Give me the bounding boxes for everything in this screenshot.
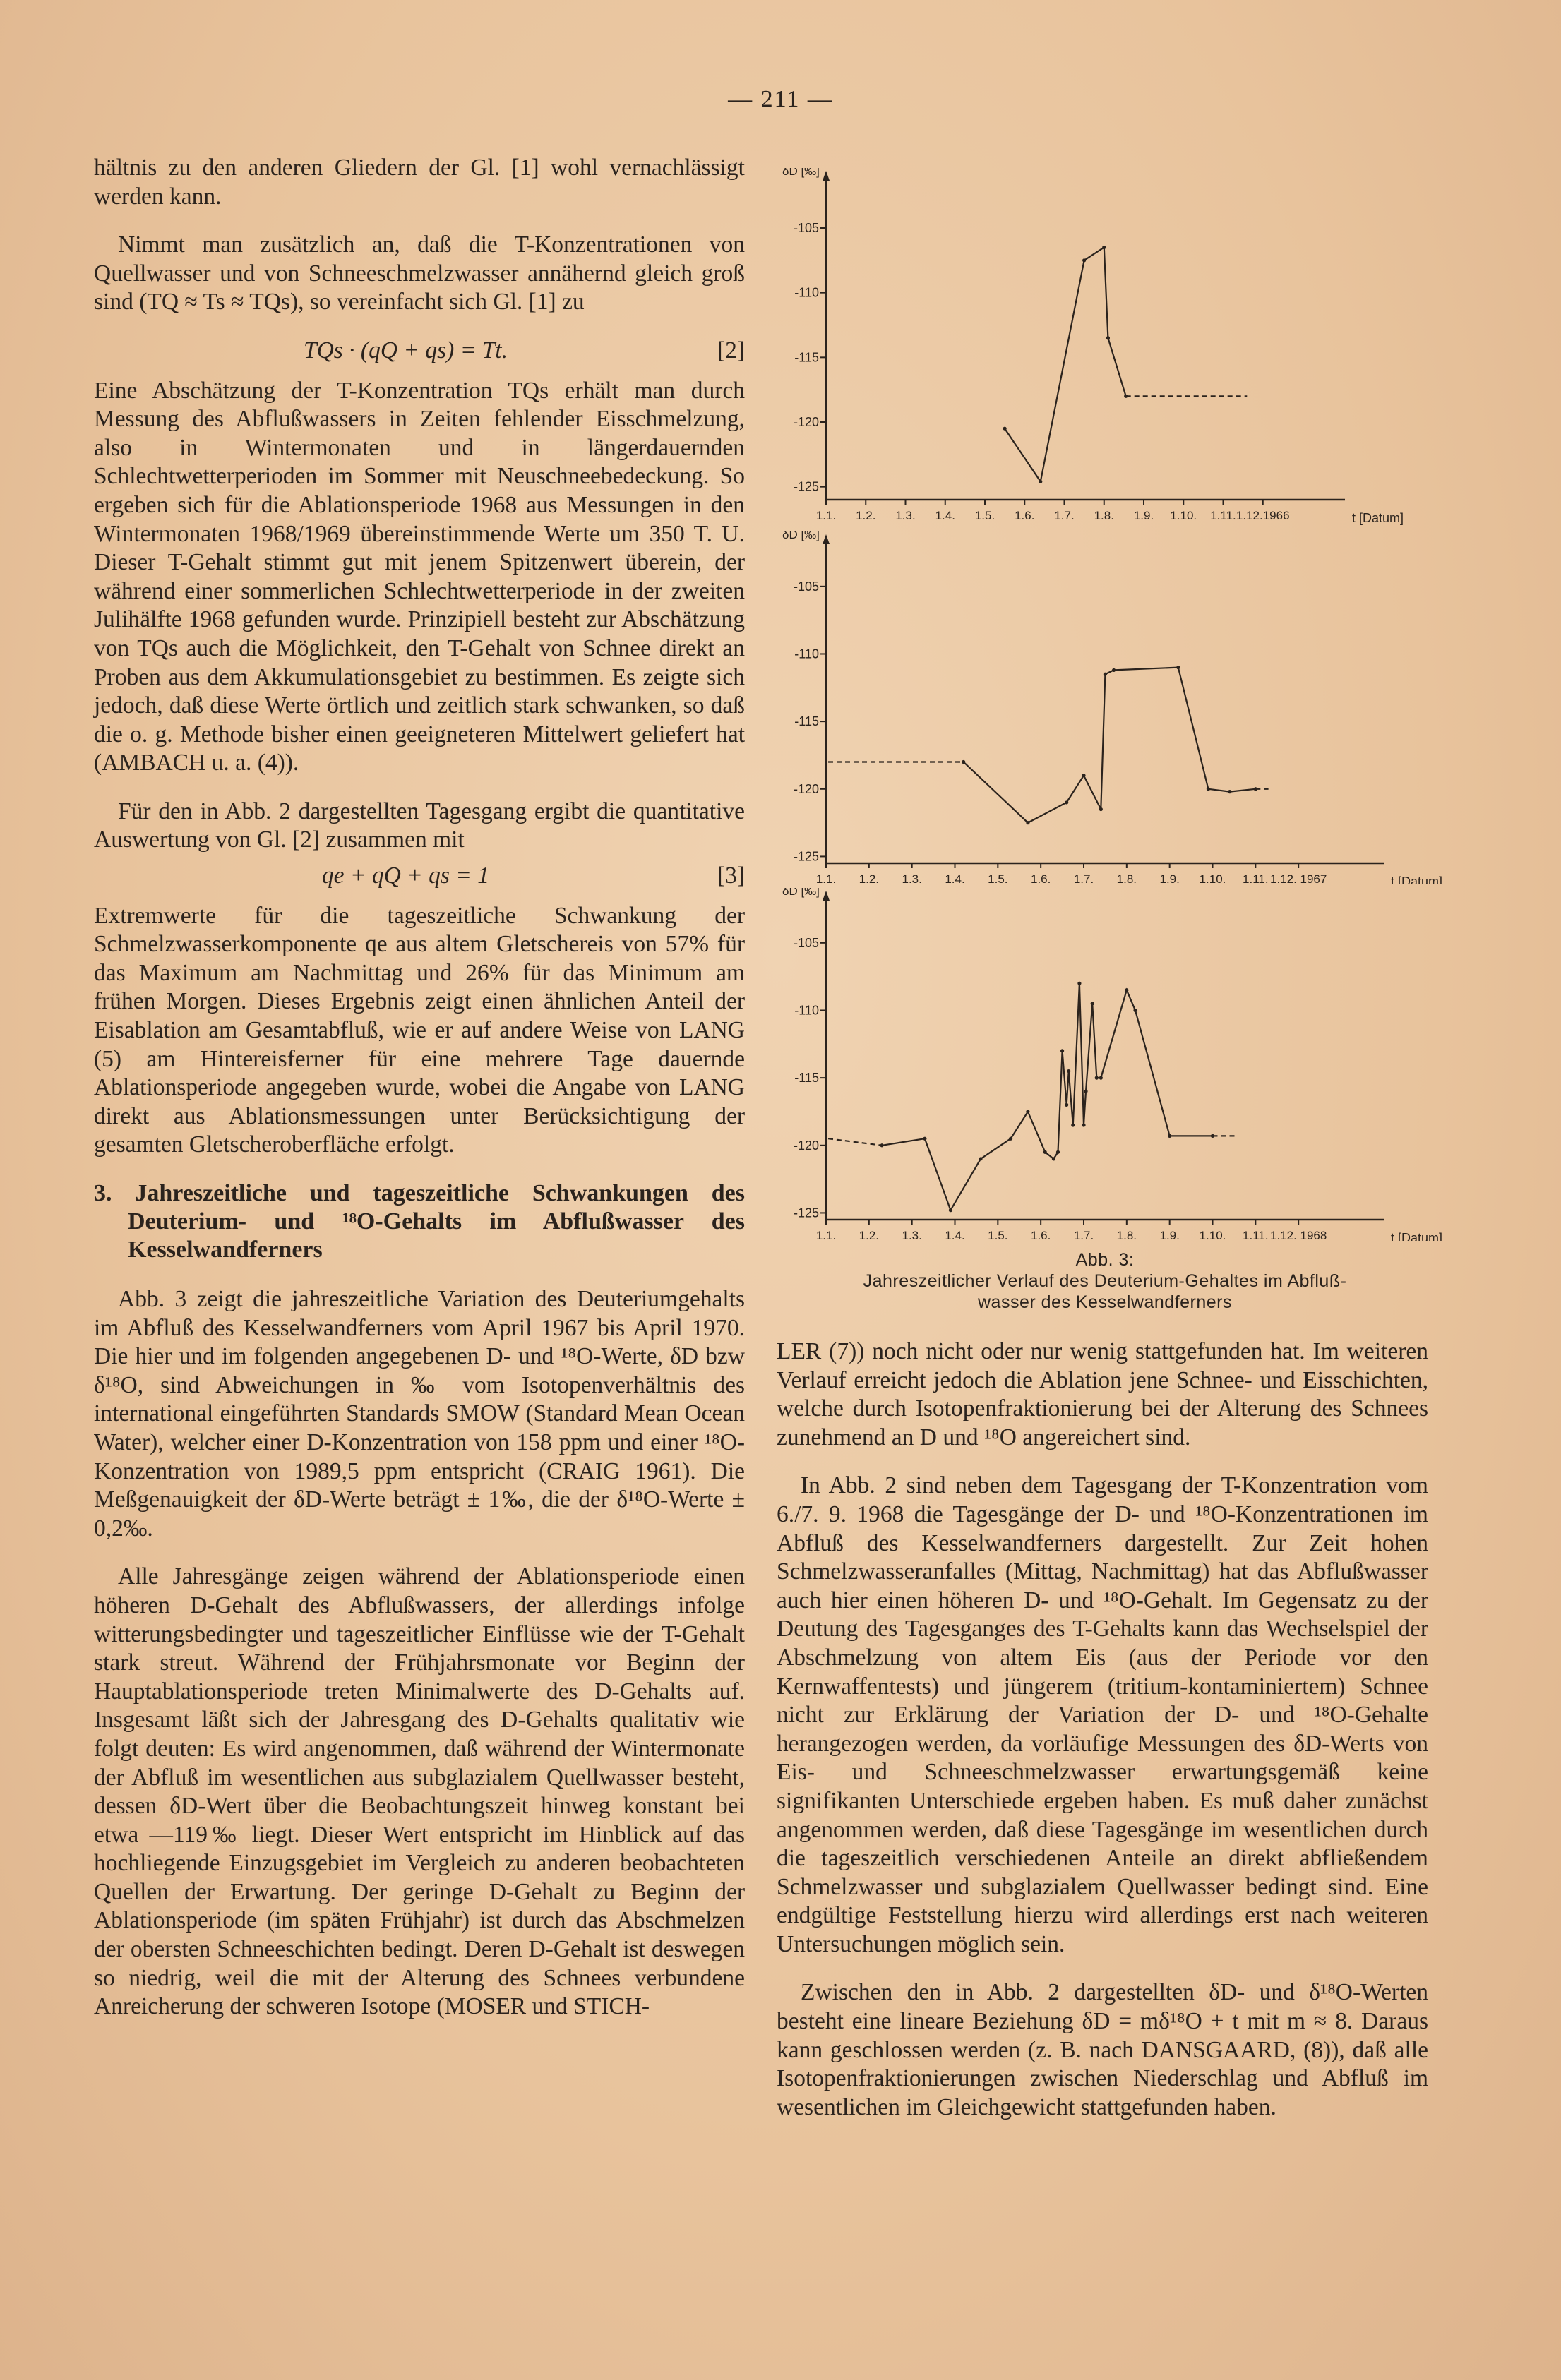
y-tick-label: -105 — [793, 221, 819, 235]
y-axis-arrow — [823, 171, 830, 181]
y-tick-label: -105 — [793, 935, 819, 950]
caption-label: Abb. 3: — [1075, 1250, 1135, 1270]
x-axis-label: t [Datum] — [1391, 875, 1443, 884]
x-tick-label: 1.4. — [945, 1229, 965, 1241]
y-axis-label: δD [‰] — [782, 168, 820, 178]
data-point — [1043, 1150, 1047, 1154]
data-point — [1176, 666, 1180, 669]
chart-1968 — [777, 888, 1447, 1241]
equation-number: [2] — [717, 337, 745, 363]
paragraph: hältnis zu den anderen Gliedern der Gl. [1] wohl vernachlässigt werden kann. — [94, 155, 745, 210]
equation-formula: qe + qQ + qs = 1 — [321, 863, 490, 889]
y-tick-label: -125 — [793, 479, 819, 494]
x-tick-label: 1.5. — [988, 872, 1008, 884]
y-axis-arrow — [823, 891, 830, 901]
paragraph: Für den in Abb. 2 dargestellten Tagesgang ergibt die quantitative Auswertung von Gl. [2] zusammen mit — [94, 798, 745, 853]
x-tick-label: 1.3. — [895, 509, 916, 522]
x-tick-label: 1.7. — [1073, 1229, 1094, 1241]
paragraph: Zwischen den in Abb. 2 dargestellten δD- und δ¹⁸O-Werten besteht eine lineare Beziehung δD = mδ¹⁸O + t mit m ≈ 8. Daraus kann geschlossen werden (z. B. nach DANSGAARD, (8)), daß alle Isotopenfraktionierungen zwischen Niederschlag und Abfluß im wesentlichen im Gleichgewicht stattgefunden haben. — [777, 1979, 1428, 2120]
x-tick-label: 1.7. — [1073, 872, 1094, 884]
data-point — [1112, 668, 1116, 672]
x-tick-label: 1.2. — [859, 1229, 880, 1241]
data-point — [1071, 1123, 1075, 1126]
x-tick-label: 1.10. — [1170, 509, 1197, 522]
data-point — [1125, 988, 1128, 992]
data-point — [1026, 1110, 1029, 1113]
x-tick-label: 1.7. — [1054, 509, 1075, 522]
figure-caption — [766, 1249, 1444, 1313]
x-tick-label: 1.9. — [1133, 509, 1154, 522]
x-tick-label: 1.9. — [1159, 872, 1180, 884]
y-tick-label: -110 — [794, 285, 819, 300]
data-point — [1082, 1123, 1085, 1126]
data-point — [1228, 790, 1231, 793]
caption-text-line: wasser des Kesselwandferners — [978, 1292, 1232, 1312]
x-tick-label: 1.1. — [815, 872, 837, 884]
x-tick-label: 1.11. — [1210, 509, 1236, 522]
page-number: — 211 — — [728, 86, 833, 112]
data-point — [1207, 787, 1210, 791]
y-tick-label: -115 — [794, 350, 819, 365]
data-point — [1060, 1049, 1064, 1052]
paragraph: Extremwerte für die tageszeitliche Schwankung der Schmelzwasserkomponente qe aus altem Gletschereis von 57% für das Maximum am Nachmittag und 26% für das Minimum am frühen Morgen. Dieses Ergebnis zeigt einen ähnlichen Anteil der Eisablation am Gesamtabfluß, wie er auf andere Weise von LANG (5) am Hintereisferner für eine mehrere Tage dauernde Ablationsperiode angegeben wurde, wobei die Angabe von LANG direkt aus Ablationsmessungen unter Berücksichtigung der gesamten Gletscheroberfläche erfolgt. — [94, 902, 745, 1158]
data-point — [979, 1157, 982, 1160]
y-tick-label: -120 — [793, 781, 819, 796]
data-point — [1084, 1090, 1087, 1093]
x-tick-label: 1.5. — [988, 1229, 1008, 1241]
data-point — [923, 1137, 926, 1141]
data-point — [1104, 673, 1107, 676]
section-heading: 3. Jahreszeitliche und tageszeitliche Schwankungen des Deuterium- und ¹⁸O-Gehalts im Abflußwasser des Kesselwandferners — [94, 1180, 745, 1263]
x-tick-label: 1.4. — [945, 872, 965, 884]
y-tick-label: -115 — [794, 714, 819, 729]
data-point — [1082, 258, 1086, 262]
data-point — [1168, 1134, 1171, 1138]
x-tick-label: 1.3. — [902, 872, 922, 884]
y-tick-label: -120 — [793, 415, 819, 429]
x-axis-label: t [Datum] — [1391, 1231, 1443, 1241]
data-point — [1009, 1137, 1012, 1141]
data-point — [1091, 1002, 1094, 1005]
series-line — [882, 983, 1212, 1210]
data-point — [1106, 336, 1110, 339]
chart-1966 — [777, 168, 1447, 528]
x-tick-label: 1.12.1966 — [1236, 509, 1290, 522]
equation-formula: TQs · (qQ + qs) = Tt. — [303, 337, 508, 363]
left-column — [94, 154, 745, 2041]
series-line — [1108, 338, 1125, 397]
figure-abb-3 — [777, 168, 1447, 1244]
data-point — [1026, 821, 1029, 824]
data-point — [1039, 480, 1042, 483]
data-point — [1082, 774, 1085, 777]
y-tick-label: -125 — [793, 849, 819, 864]
x-tick-label: 1.2. — [856, 509, 876, 522]
x-tick-label: 1.6. — [1030, 1229, 1051, 1241]
x-tick-label: 1.6. — [1015, 509, 1035, 522]
x-tick-label: 1.8. — [1116, 872, 1137, 884]
series-line — [1005, 248, 1108, 482]
caption-text-line: Jahreszeitlicher Verlauf des Deuterium-Gehaltes im Abfluß- — [863, 1271, 1347, 1291]
y-tick-label: -120 — [793, 1138, 819, 1153]
y-axis-label: δD [‰] — [782, 888, 820, 898]
data-point — [1056, 1150, 1060, 1154]
data-point — [962, 760, 965, 764]
series-line — [964, 668, 1256, 823]
x-tick-label: 1.8. — [1094, 509, 1114, 522]
paragraph: Eine Abschätzung der T-Konzentration TQs erhält man durch Messung des Abflußwassers in Zeiten fehlender Eisschmelzung, also in Wintermonaten und in längerdauernden Schlechtwetterperioden im Sommer mit Neuschneebedeckung. So ergeben sich für die Ablationsperiode 1968 aus Messungen in den Wintermonaten 1968/1969 übereinstimmende Werte um 350 T. U. Dieser T-Gehalt stimmt gut mit jenem Spitzenwert überein, der während einer sommerlichen Schlechtwetterperiode in der zweiten Julihälfte 1968 gefunden wurde. Prinzipiell besteht zur Abschätzung von TQs auch die Möglichkeit, den T-Gehalt von Schnee direkt an Proben aus dem Akkumulationsgebiet zu bestimmen. Es zeigte sich jedoch, daß diese Werte örtlich und zeitlich stark schwanken, so daß die o. g. Methode bisher einen geeigneteren Mittelwert geliefert hat (AMBACH u. a. (4)). — [94, 377, 745, 776]
x-tick-label: 1.3. — [902, 1229, 922, 1241]
y-tick-label: -110 — [794, 1003, 819, 1018]
data-point — [1099, 1076, 1103, 1080]
x-tick-label: 1.9. — [1159, 1229, 1180, 1241]
x-tick-label: 1.12. 1967 — [1269, 872, 1327, 884]
paragraph: Abb. 3 zeigt die jahreszeitliche Variation des Deuteriumgehalts im Abfluß des Kesselwandferners vom April 1967 bis April 1970. Die hier und im folgenden angegebenen D- und ¹⁸O-Werte, δD bzw δ¹⁸O, sind Abweichungen in ‰ vom Isotopenverhältnis des international eingeführten Standards SMOW (Standard Mean Ocean Water), welcher einer D-Konzentration von 158 ppm und einer ¹⁸O-Konzentration von 1989,5 ppm entspricht (CRAIG 1961). Die Meßgenauigkeit der δD-Werte beträgt ± 1‰, die der δ¹⁸O-Werte ± 0,2‰. — [94, 1286, 745, 1541]
x-axis-label: t [Datum] — [1352, 511, 1404, 525]
paragraph: In Abb. 2 sind neben dem Tagesgang der T-Konzentration vom 6./7. 9. 1968 die Tagesgänge der D- und ¹⁸O-Konzentrationen im Abfluß des Kesselwandferners dargestellt. Zur Zeit hohen Schmelzwasseranfalles (Mittag, Nachmittag) hat das Abflußwasser auch hier einen höheren D- und ¹⁸O-Gehalt. Im Gegensatz zu der Deutung des Tagesganges des T-Gehalts kann das Wechselspiel der Abschmelzung von altem Eis (aus der Periode vor den Kernwaffentests) und jüngerem (tritium-kontaminiertem) Schnee nicht zur Erklärung der Variation der D- und ¹⁸O-Gehalte herangezogen werden, da vorläufige Messungen des δD-Werts von Eis- und Schneeschmelzwasser erwartungsgemäß keine signifikanten Unterschiede ergeben haben. Es muß daher zunächst angenommen werden, daß diese Tagesgänge im wesentlichen durch die tageszeitlich verschiedenen Anteile an direkt abfließendem Schmelzwasser und subglazialem Quellwasser bedingt sind. Eine endgültige Feststellung hierzu wird allerdings erst nach weiteren Untersuchungen möglich sein. — [777, 1472, 1428, 1957]
x-tick-label: 1.11. — [1243, 1229, 1269, 1241]
paragraph: Nimmt man zusätzlich an, daß die T-Konzentrationen von Quellwasser und von Schneeschmelzwasser annähernd gleich groß sind (TQ ≈ Ts ≈ TQs), so vereinfacht sich Gl. [1] zu — [94, 232, 745, 315]
data-point — [1077, 982, 1081, 985]
data-point — [1065, 800, 1068, 804]
x-tick-label: 1.10. — [1199, 872, 1226, 884]
x-tick-label: 1.5. — [974, 509, 995, 522]
data-point — [1095, 1076, 1099, 1080]
chart-1967 — [777, 531, 1447, 884]
data-point — [1052, 1157, 1055, 1160]
x-tick-label: 1.12. 1968 — [1269, 1229, 1327, 1241]
equation-2 — [94, 337, 745, 366]
x-tick-label: 1.1. — [815, 1229, 837, 1241]
x-tick-label: 1.2. — [859, 872, 880, 884]
data-point — [1003, 427, 1007, 431]
x-tick-label: 1.6. — [1030, 872, 1051, 884]
x-tick-label: 1.11. — [1243, 872, 1269, 884]
x-tick-label: 1.8. — [1116, 1229, 1137, 1241]
equation-number: [3] — [717, 863, 745, 889]
x-tick-label: 1.1. — [815, 509, 837, 522]
x-tick-label: 1.10. — [1199, 1229, 1226, 1241]
data-point — [1065, 1103, 1068, 1107]
y-axis-label: δD [‰] — [782, 531, 820, 541]
y-tick-label: -105 — [793, 579, 819, 594]
equation-3 — [94, 862, 745, 891]
data-point — [1067, 1069, 1070, 1073]
x-tick-label: 1.4. — [935, 509, 955, 522]
data-point — [1099, 807, 1103, 811]
data-point — [949, 1208, 952, 1212]
y-tick-label: -110 — [794, 647, 819, 661]
paragraph: Alle Jahresgänge zeigen während der Ablationsperiode einen höheren D-Gehalt des Abflußwassers, der allerdings infolge witterungsbedingter und tageszeitlicher Einflüsse wie der T-Gehalt stark streut. Während der Frühjahrsmonate vor Beginn der Hauptablationsperiode treten Minimalwerte des D-Gehalts auf. Insgesamt läßt sich der Jahresgang des D-Gehalts qualitativ wie folgt deuten: Es wird angenommen, daß während der Wintermonate der Abfluß im wesentlichen aus subglazialem Quellwasser besteht, dessen δD-Wert über die Beobachtungszeit hinweg konstant bei etwa —119‰ liegt. Dieser Wert entspricht im Hinblick auf das hochliegende Einzugsgebiet im Vergleich zu anderen beobachteten Quellen der Erwartung. Der geringe D-Gehalt zu Beginn der Ablationsperiode (im späten Frühjahr) ist durch das Abschmelzen der obersten Schneeschichten bedingt. Deren D-Gehalt ist deswegen so niedrig, weil die mit der Alterung des Schnees verbundene Anreicherung der schweren Isotope (MOSER und STICH- — [94, 1563, 745, 2020]
y-tick-label: -115 — [794, 1071, 819, 1086]
paragraph: LER (7)) noch nicht oder nur wenig stattgefunden hat. Im weiteren Verlauf erreicht jedoch die Ablation jene Schnee- und Eisschichten, welche durch Isotopenfraktionierung bei der Alterung des Schnees zunehmend an D und ¹⁸O angereichert sind. — [777, 1338, 1428, 1450]
data-point — [1133, 1009, 1137, 1012]
series-line-dashed — [828, 1138, 882, 1146]
y-tick-label: -125 — [793, 1206, 819, 1220]
right-column — [777, 1338, 1428, 2141]
y-axis-arrow — [823, 534, 830, 544]
data-point — [880, 1143, 883, 1147]
data-point — [1102, 246, 1106, 249]
